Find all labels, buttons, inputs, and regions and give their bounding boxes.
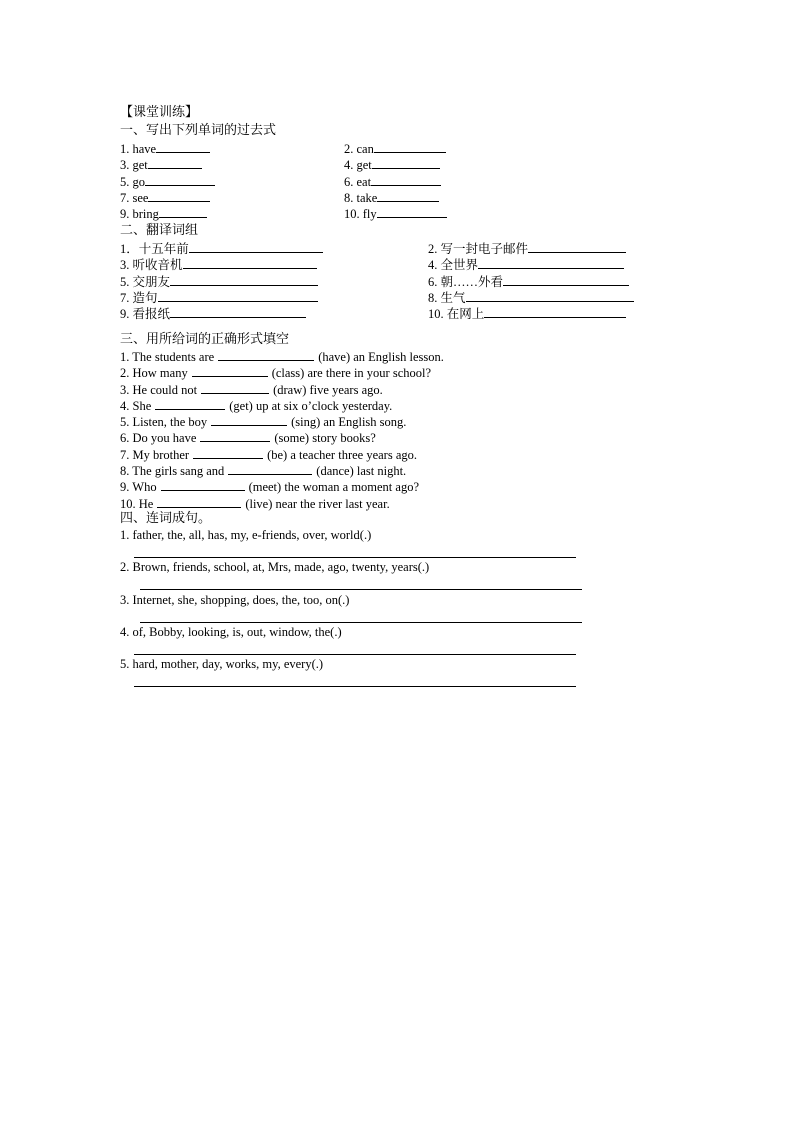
sentence-row xyxy=(0,348,794,364)
answer-blank[interactable] xyxy=(157,495,241,508)
sentence-row xyxy=(0,381,794,397)
answer-blank[interactable] xyxy=(228,462,312,475)
sentence-item xyxy=(120,446,417,463)
answer-blank[interactable] xyxy=(484,305,626,318)
sentence-item xyxy=(120,364,431,381)
question-item xyxy=(428,305,626,322)
question-item xyxy=(428,240,626,257)
answer-line[interactable] xyxy=(140,622,582,623)
answer-blank[interactable] xyxy=(200,429,270,442)
question-item xyxy=(344,140,446,157)
answer-blank[interactable] xyxy=(158,289,318,302)
sentence-end: (get) up at six o’clock yesterday. xyxy=(229,398,393,413)
question-row xyxy=(0,156,794,172)
reorder-item xyxy=(0,559,794,591)
question-text: 7. see xyxy=(120,190,149,205)
answer-blank[interactable] xyxy=(372,156,440,169)
answer-blank[interactable] xyxy=(374,140,446,153)
question-row xyxy=(0,173,794,189)
reorder-item xyxy=(0,527,794,559)
answer-blank[interactable] xyxy=(170,273,318,286)
section3-heading xyxy=(0,331,794,347)
sentence-start: 10. He xyxy=(120,496,154,511)
question-text: 3. get xyxy=(120,158,148,173)
word-list: 2. Brown, friends, school, at, Mrs, made, ago, twenty, years(.) xyxy=(120,560,430,575)
sentence-start: 8. The girls sang and xyxy=(120,464,225,479)
question-item xyxy=(428,289,634,306)
question-item xyxy=(120,305,306,322)
sentence-row xyxy=(0,446,794,462)
reorder-item xyxy=(0,656,794,688)
question-item xyxy=(344,173,441,190)
sentence-item xyxy=(120,397,392,414)
section4-heading xyxy=(0,510,794,526)
section1-list xyxy=(0,140,794,221)
answer-blank[interactable] xyxy=(183,256,317,269)
question-text: 8. take xyxy=(344,190,378,205)
sentence-item xyxy=(120,381,383,398)
word-list: 4. of, Bobby, looking, is, out, window, the(.) xyxy=(120,624,342,639)
question-text: 9. bring xyxy=(120,207,159,222)
question-text: 8. 生气 xyxy=(428,290,466,305)
sentence-row xyxy=(0,429,794,445)
question-text: 1．十五年前 xyxy=(120,242,189,256)
answer-blank[interactable] xyxy=(201,381,269,394)
question-text: 2. can xyxy=(344,142,374,156)
question-row xyxy=(0,273,794,289)
question-item xyxy=(120,205,207,222)
answer-blank[interactable] xyxy=(377,189,439,202)
question-item xyxy=(344,205,447,222)
answer-blank[interactable] xyxy=(528,240,626,253)
answer-line[interactable] xyxy=(140,589,582,590)
answer-line[interactable] xyxy=(134,686,576,687)
section4-list xyxy=(0,527,794,688)
answer-blank[interactable] xyxy=(192,364,268,377)
sentence-start: 2. How many xyxy=(120,366,188,381)
sentence-end: (meet) the woman a moment ago? xyxy=(248,480,420,495)
answer-blank[interactable] xyxy=(377,205,447,218)
sentence-start: 3. He could not xyxy=(120,382,198,397)
sentence-end: (live) near the river last year. xyxy=(245,496,390,511)
question-item xyxy=(428,273,629,290)
question-item xyxy=(120,140,210,157)
question-text: 5. 交朋友 xyxy=(120,274,171,289)
question-text: 5. go xyxy=(120,174,145,189)
answer-blank[interactable] xyxy=(218,348,314,361)
section2-heading xyxy=(0,222,794,238)
question-text: 4. get xyxy=(344,158,372,173)
question-row xyxy=(0,256,794,272)
question-row xyxy=(0,289,794,305)
sentence-end: (class) are there in your school? xyxy=(271,366,432,381)
answer-line[interactable] xyxy=(134,654,576,655)
question-item xyxy=(344,189,439,206)
question-text: 2. 写一封电子邮件 xyxy=(428,242,529,256)
answer-blank[interactable] xyxy=(371,173,441,186)
question-row xyxy=(0,140,794,156)
word-list: 5. hard, mother, day, works, my, every(.) xyxy=(120,657,324,672)
question-row xyxy=(0,305,794,321)
answer-blank[interactable] xyxy=(211,413,287,426)
answer-blank[interactable] xyxy=(189,240,323,253)
question-item xyxy=(120,240,323,257)
answer-blank[interactable] xyxy=(503,273,629,286)
question-text: 3. 听收音机 xyxy=(120,258,183,273)
section1-heading xyxy=(0,122,794,138)
section1-heading-text: 一、写出下列单词的过去式 xyxy=(120,122,277,137)
question-row xyxy=(0,205,794,221)
sentence-row xyxy=(0,413,794,429)
sentence-end: (be) a teacher three years ago. xyxy=(267,447,417,462)
sentence-item xyxy=(120,462,406,479)
answer-blank[interactable] xyxy=(170,305,306,318)
section2-heading-text: 二、翻译词组 xyxy=(120,222,199,237)
sentence-item xyxy=(120,478,419,495)
reorder-item xyxy=(0,624,794,656)
sentence-row xyxy=(0,364,794,380)
sentence-start: 5. Listen, the boy xyxy=(120,415,208,430)
sentence-end: (have) an English lesson. xyxy=(318,350,444,364)
question-text: 1. have xyxy=(120,142,157,156)
answer-blank[interactable] xyxy=(193,446,263,459)
question-text: 6. eat xyxy=(344,174,372,189)
sentence-item xyxy=(120,413,406,430)
question-text: 9. 看报纸 xyxy=(120,307,171,322)
answer-blank[interactable] xyxy=(159,205,207,218)
reorder-item xyxy=(0,592,794,624)
page-title-text: 【课堂训练】 xyxy=(120,104,199,119)
answer-blank[interactable] xyxy=(478,256,624,269)
sentence-row xyxy=(0,478,794,494)
section4-heading-text: 四、连词成句。 xyxy=(120,510,212,525)
answer-line[interactable] xyxy=(134,557,576,558)
sentence-end: (draw) five years ago. xyxy=(273,382,383,397)
sentence-end: (some) story books? xyxy=(274,431,376,446)
question-text: 7. 造句 xyxy=(120,290,158,305)
sentence-item xyxy=(120,429,376,446)
word-list: 1. father, the, all, has, my, e-friends, over, world(.) xyxy=(120,528,372,542)
question-text: 6. 朝……外看 xyxy=(428,274,504,289)
question-text: 10. 在网上 xyxy=(428,307,485,322)
sentence-start: 4. She xyxy=(120,398,152,413)
sentence-row xyxy=(0,397,794,413)
question-item xyxy=(428,256,624,273)
question-item xyxy=(120,289,318,306)
sentence-start: 9. Who xyxy=(120,480,157,495)
question-item xyxy=(120,189,210,206)
answer-blank[interactable] xyxy=(148,156,202,169)
section3-list xyxy=(0,348,794,511)
sentence-row xyxy=(0,462,794,478)
answer-blank[interactable] xyxy=(466,289,634,302)
sentence-row xyxy=(0,495,794,511)
question-row xyxy=(0,189,794,205)
sentence-end: (sing) an English song. xyxy=(291,415,407,430)
word-list: 3. Internet, she, shopping, does, the, too, on(.) xyxy=(120,592,350,607)
answer-blank[interactable] xyxy=(156,140,210,153)
sentence-start: 6. Do you have xyxy=(120,431,197,446)
question-item xyxy=(120,256,317,273)
question-row xyxy=(0,240,794,256)
section2-list xyxy=(0,240,794,321)
sentence-start: 1. The students are xyxy=(120,350,215,364)
question-item xyxy=(120,156,202,173)
answer-blank[interactable] xyxy=(148,189,210,202)
question-item xyxy=(120,173,215,190)
page-title xyxy=(0,104,794,120)
sentence-start: 7. My brother xyxy=(120,447,190,462)
answer-blank[interactable] xyxy=(155,397,225,410)
answer-blank[interactable] xyxy=(161,478,245,491)
sentence-end: (dance) last night. xyxy=(316,464,407,479)
question-item xyxy=(344,156,440,173)
section3-heading-text: 三、用所给词的正确形式填空 xyxy=(120,331,290,346)
question-item xyxy=(120,273,318,290)
sentence-item xyxy=(120,348,444,365)
answer-blank[interactable] xyxy=(145,173,215,186)
question-text: 4. 全世界 xyxy=(428,258,479,273)
question-text: 10. fly xyxy=(344,207,377,222)
